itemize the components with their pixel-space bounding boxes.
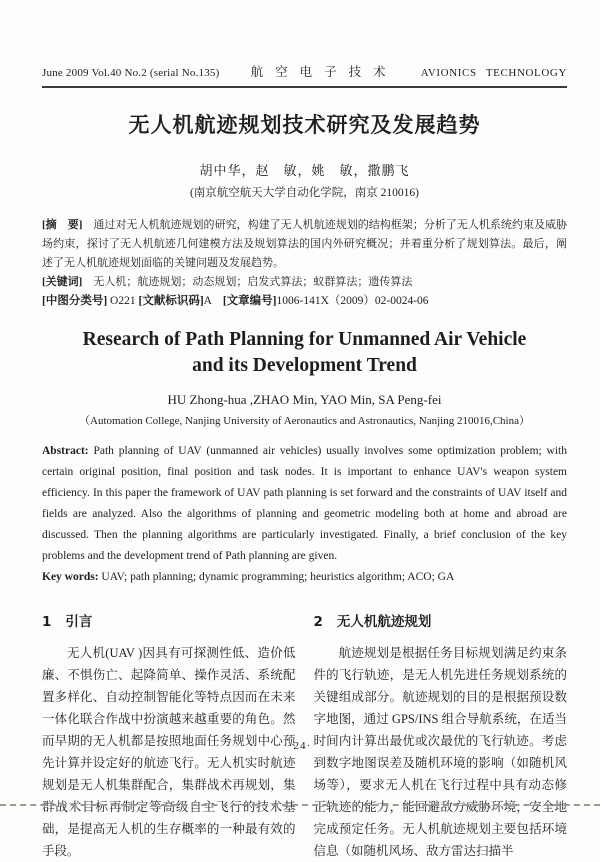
article-id-label: [文章编号] [222, 295, 277, 307]
column-left [42, 610, 296, 862]
section-1-title: 引言 [65, 614, 93, 630]
affiliation-en: （Automation College, Nanjing University of Aeronautics and Astronautics, Nanjing 210016,China） [79, 415, 530, 427]
doc-code-value: A [203, 295, 223, 307]
doc-code-label: [文献标识码] [138, 295, 204, 307]
abstract-cn [42, 216, 567, 273]
article-title-en [42, 327, 567, 379]
section-1-number: 1 [42, 614, 52, 630]
section-1-heading [42, 610, 296, 630]
article-title-en-line2: and its Development Trend [192, 355, 417, 376]
section-2-paragraph: 航迹规划是根据任务目标规划满足约束条件的飞行轨迹，是无人机先进任务规划系统的关键组成部分。航迹规划的目的是根据预设数字地图，通过 GPS/INS 组合导航系统，在适当时间内计算出最优或次最优的飞行轨迹。考虑到数字地图误差及随机环境的影响（如随机风场等），要求无人机在飞行过程中具有动态修正轨迹的能力，能回避敌方威胁环境，安全地完成预定任务。无人机航迹规划主要包括环境信息（如随机风场、敌方雷达扫描半 [313, 646, 567, 858]
section-2-number: 2 [313, 614, 323, 630]
affiliation-cn: (南京航空航天大学自动化学院，南京 210016) [189, 187, 420, 199]
abstract-en [42, 441, 567, 567]
scan-tear-line [0, 804, 600, 806]
section-2-heading [314, 610, 568, 630]
column-right [314, 610, 568, 862]
article-title-cn: 无人机航迹规划技术研究及发展趋势 [128, 113, 481, 137]
authors-en: HU Zhong-hua ,ZHAO Min, YAO Min, SA Peng-fei [167, 392, 442, 407]
article-id-value: 1006-141X（2009）02-0024-06 [276, 295, 429, 307]
clc-label: [中图分类号] [42, 295, 108, 307]
abstract-en-text: Path planning of UAV (unmanned air vehicles) usually involves some optimization problem; with certain original position, final position and task nodes. It is important to enhance UAV's weapon system efficiency. In this paper the framework of UAV path planning is set forward and the constraints of UAV itself and fields are analyzed. Also the algorithms of planning and geometric modeling both at home and abroad are discussed. Then the planning algorithms are particularly investigated. Finally, a brief conclusion of the key problems and the development trend of Path planning are given. [42, 445, 567, 562]
classification-line [42, 292, 567, 311]
keywords-en-text: UAV; path planning; dynamic programming; heuristics algorithm; ACO; GA [98, 571, 455, 583]
section-2-title: 无人机航迹规划 [336, 614, 432, 630]
issue-info: June 2009 Vol.40 No.2 (serial No.135) [42, 67, 220, 79]
journal-name-cn: 航 空 电 子 技 术 [250, 64, 390, 79]
authors-cn: 胡中华，赵 敏，姚 敏，撒鹏飞 [199, 163, 410, 178]
abstract-en-label: Abstract: [42, 445, 89, 457]
page-number: ·24· [288, 740, 312, 752]
section-1-paragraph: 无人机(UAV )因具有可探测性低、造价低廉、不惧伤亡、起降简单、操作灵活、系统配置多样化、自动控制智能化等特点因而在未来一体化联合作战中扮演越来越重要的角色。然而早期的无人机都是按照地面任务规划中心预先计算并设定好的航迹飞行。无人机实时航迹规划是无人机集群配合，集群战术再规划，集群战术目标再制定等高级自主飞行的技术基础，是提高无人机的生存概率的一种最有效的手段。 [42, 646, 296, 858]
clc-value: O221 [107, 295, 139, 307]
keywords-cn-label: [关键词] [42, 276, 83, 288]
body-columns [42, 610, 567, 862]
keywords-en [42, 567, 567, 588]
keywords-en-label: Key words: [42, 571, 99, 583]
keywords-cn [42, 273, 567, 292]
journal-name-en: AVIONICS TECHNOLOGY [420, 67, 567, 79]
abstract-cn-label: [摘 要] [42, 219, 83, 231]
keywords-cn-text: 无人机；航迹规划；动态规划；启发式算法；蚁群算法；遗传算法 [93, 276, 413, 288]
article-title-en-line1: Research of Path Planning for Unmanned Air Vehicle [82, 329, 527, 350]
abstract-cn-text: 通过对无人机航迹规划的研究，构建了无人机航迹规划的结构框架；分析了无人机系统约束及威胁场约束，探讨了无人机航迹几何建模方法及规划算法的国内外研究概况；并着重分析了规划算法。最后，阐述了无人机航迹规划面临的关键问题及发展趋势。 [42, 219, 568, 269]
journal-header [42, 0, 567, 88]
